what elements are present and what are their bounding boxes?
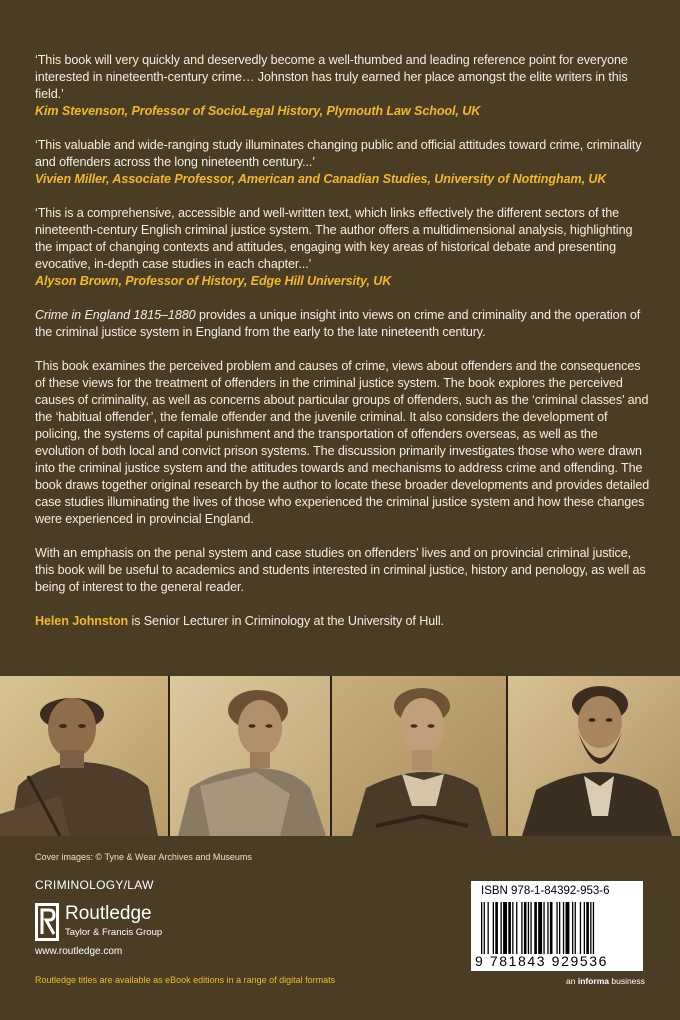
back-cover-text	[35, 52, 650, 647]
isbn-digits: 9 781843 929536	[475, 953, 608, 969]
book-title: Crime in England 1815–1880	[35, 308, 196, 322]
routledge-r-icon	[35, 903, 59, 941]
review-quote	[35, 205, 650, 290]
cover-photo-strip	[0, 676, 680, 836]
subject-category: CRIMINOLOGY/LAW	[35, 878, 154, 892]
quote-attribution: Alyson Brown, Professor of History, Edge Hill University, UK	[35, 274, 392, 288]
publisher-group: Taylor & Francis Group	[65, 927, 163, 938]
description-paragraph: This book examines the perceived problem and causes of crime, views about offenders and the consequences of these views for the treatment of offenders in the criminal justice system. The book explores the perceived causes of criminality, as well as concerns about particular groups of offenders, such as the ‘criminal classes’ and the ‘habitual offender’, the female offender and the juvenile criminal. It also considers the development of policing, the systems of capital punishment and the transportation of offenders overseas, as well as the evolution of both local and convict prison systems. The discussion primarily investigates those who were drawn into the criminal justice system and the attitudes towards and mechanisms to address crime and offending. The book draws together original research by the author to locate these broader developments and provides detailed case studies illuminating the lives of those who experienced the criminal justice system and how these changes were experienced in provincial England.	[35, 359, 650, 526]
author-bio-text: is Senior Lecturer in Criminology at the University of Hull.	[128, 614, 444, 628]
quote-attribution: Kim Stevenson, Professor of SocioLegal History, Plymouth Law School, UK	[35, 104, 481, 118]
isbn-barcode	[471, 881, 643, 971]
cover-credit: Cover images: © Tyne & Wear Archives and Museums	[35, 852, 252, 862]
publisher-name: Routledge	[65, 903, 152, 924]
informa-suffix: business	[609, 976, 645, 986]
portrait-photo-woman	[0, 676, 168, 836]
intro-paragraph	[35, 307, 650, 341]
publisher-logo	[35, 903, 205, 943]
quote-text: ‘This is a comprehensive, accessible and well-written text, which links effectively the different sectors of the nineteenth-century English criminal justice system. The author offers a multidimensional analysis, highlighting the impact of changing contexts and attitudes, engaging with key areas of historical debate and presenting evocative, in-depth case studies in each chapter...’	[35, 206, 633, 271]
informa-prefix: an	[566, 976, 578, 986]
portrait-photo-man	[508, 676, 680, 836]
isbn-label: ISBN 978-1-84392-953-6	[481, 885, 610, 897]
author-name: Helen Johnston	[35, 614, 129, 628]
publisher-website[interactable]: www.routledge.com	[35, 946, 123, 957]
quote-text: ‘This valuable and wide-ranging study illuminates changing public and official attitudes toward crime, criminality and offenders across the long nineteenth century...’	[35, 138, 642, 169]
informa-business	[566, 976, 645, 986]
intro-text: provides a unique insight into views on crime and criminality and the operation of the criminal justice system in England from the early to the late nineteenth century.	[35, 308, 641, 339]
barcode-icon	[481, 902, 633, 954]
portrait-photo-girl	[170, 676, 330, 836]
author-bio	[35, 613, 650, 630]
ebook-formats-note: Routledge titles are available as eBook editions in a range of digital formats	[35, 975, 336, 985]
audience-paragraph: With an emphasis on the penal system and case studies on offenders’ lives and on provincial criminal justice, this book will be useful to academics and students interested in criminal justice, history and penology, as well as being of interest to the general reader.	[35, 546, 646, 594]
informa-brand: informa	[577, 976, 609, 986]
review-quote	[35, 52, 650, 120]
quote-attribution: Vivien Miller, Associate Professor, American and Canadian Studies, University of Nottingham, UK	[35, 172, 607, 186]
portrait-photo-boy	[332, 676, 506, 836]
quote-text: ‘This book will very quickly and deservedly become a well-thumbed and leading reference point for everyone interested in nineteenth-century crime… Johnston has truly earned her place amongst the elite writers in this field.’	[35, 53, 628, 101]
review-quote	[35, 137, 650, 188]
